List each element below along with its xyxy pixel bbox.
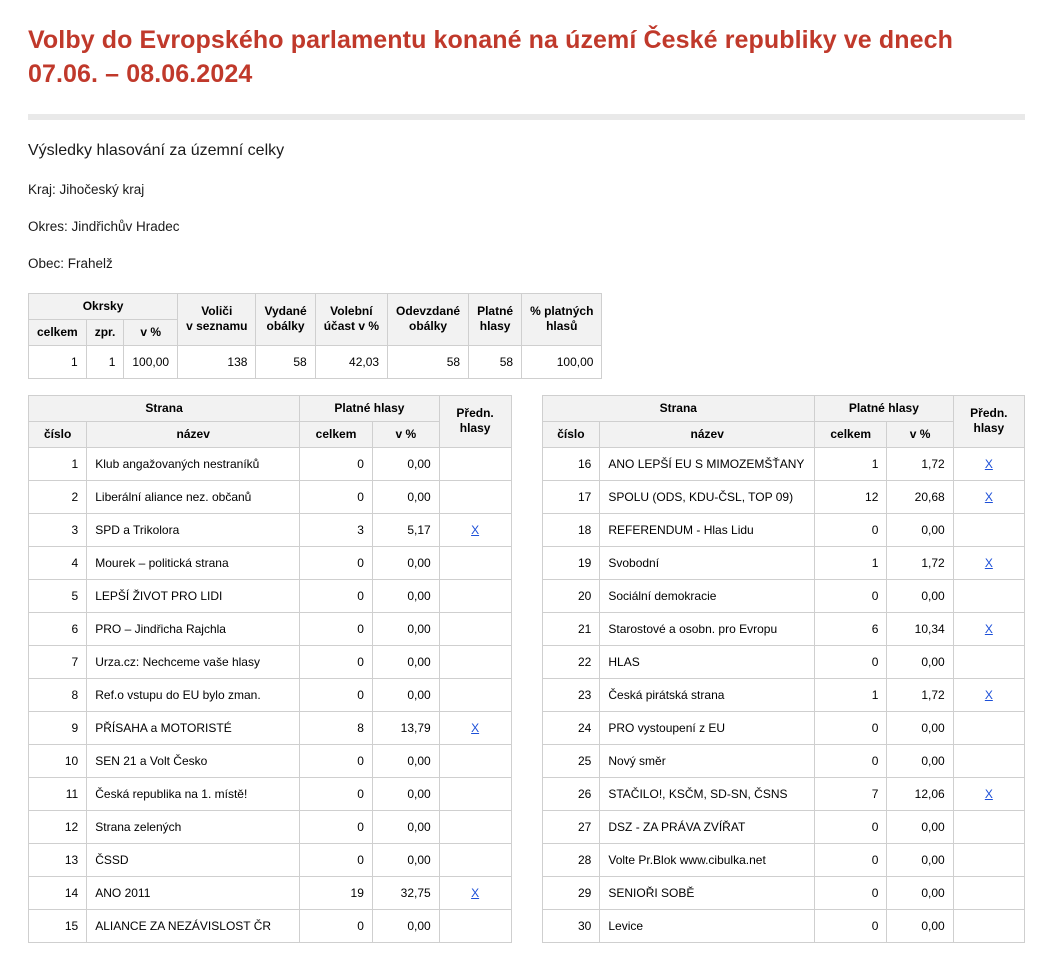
table-row (542, 909, 1025, 942)
summary-header-vproc: v % (124, 319, 178, 345)
title-divider (28, 114, 1025, 120)
preferential-votes-cell (439, 645, 511, 678)
results-left-body (29, 447, 512, 942)
party-number: 19 (542, 546, 600, 579)
party-votes-percent: 13,79 (372, 711, 439, 744)
preferential-votes-cell (439, 612, 511, 645)
party-votes-total: 0 (300, 579, 373, 612)
party-votes-percent: 0,00 (372, 447, 439, 480)
summary-header-ucast-l2: účast v % (323, 319, 380, 333)
summary-header-platne-l1: Platné (477, 304, 514, 318)
party-name: Klub angažovaných nestraníků (87, 447, 300, 480)
party-votes-percent: 0,00 (372, 810, 439, 843)
party-votes-percent: 0,00 (372, 843, 439, 876)
preferential-votes-cell (439, 843, 511, 876)
party-votes-percent: 0,00 (887, 810, 953, 843)
party-name: LEPŠÍ ŽIVOT PRO LIDI (87, 579, 300, 612)
party-number: 12 (29, 810, 87, 843)
table-row (542, 612, 1025, 645)
preferential-votes-cell[interactable] (953, 678, 1024, 711)
party-number: 23 (542, 678, 600, 711)
party-number: 8 (29, 678, 87, 711)
table-row (542, 447, 1025, 480)
preferential-votes-cell (953, 909, 1024, 942)
party-name: Česká republika na 1. místě! (87, 777, 300, 810)
results-right-header-predn-l1: Předn. (970, 406, 1008, 420)
summary-header-platne-l2: hlasy (479, 319, 511, 333)
summary-header-okrsky: Okrsky (29, 293, 178, 319)
party-number: 18 (542, 513, 600, 546)
party-votes-percent: 0,00 (887, 579, 953, 612)
table-row (29, 777, 512, 810)
table-row (542, 843, 1025, 876)
results-right-header-celkem: celkem (815, 421, 887, 447)
party-votes-total: 1 (815, 546, 887, 579)
meta-obec: Obec: Frahelž (28, 255, 113, 271)
party-votes-total: 1 (815, 447, 887, 480)
summary-header-proc-platnych-l2: hlasů (546, 319, 578, 333)
party-number: 24 (542, 711, 600, 744)
party-votes-total: 0 (300, 546, 373, 579)
party-votes-percent: 1,72 (887, 447, 953, 480)
party-name: HLAS (600, 645, 815, 678)
party-votes-total: 0 (815, 513, 887, 546)
results-right-header-row-2 (542, 421, 1025, 447)
party-name: REFERENDUM - Hlas Lidu (600, 513, 815, 546)
party-votes-percent: 10,34 (887, 612, 953, 645)
party-number: 25 (542, 744, 600, 777)
party-votes-total: 0 (300, 447, 373, 480)
table-row (542, 777, 1025, 810)
preferential-votes-cell (953, 810, 1024, 843)
page-title: Volby do Evropského parlamentu konané na území České republiky ve dnech 07.06. – 08.06.2024 (28, 26, 953, 88)
preferential-votes-cell (439, 744, 511, 777)
results-right-header-nazev: název (600, 421, 815, 447)
preferential-votes-cell (439, 579, 511, 612)
party-votes-total: 0 (815, 579, 887, 612)
preferential-votes-cell (439, 678, 511, 711)
preferential-votes-cell (953, 843, 1024, 876)
table-row (542, 579, 1025, 612)
preferential-votes-cell[interactable] (439, 711, 511, 744)
summary-data-row (29, 345, 602, 378)
party-votes-percent: 0,00 (887, 909, 953, 942)
preferential-votes-cell (439, 447, 511, 480)
preferential-votes-link[interactable]: X (984, 621, 993, 636)
summary-header-volici (178, 293, 256, 345)
table-row (542, 810, 1025, 843)
party-number: 14 (29, 876, 87, 909)
party-votes-percent: 0,00 (372, 645, 439, 678)
party-number: 11 (29, 777, 87, 810)
party-name: Česká pirátská strana (600, 678, 815, 711)
party-name: STAČILO!, KSČM, SD-SN, ČSNS (600, 777, 815, 810)
party-number: 20 (542, 579, 600, 612)
summary-header-proc-platnych (522, 293, 602, 345)
summary-cell-okrsky-celkem: 1 (29, 345, 87, 378)
results-left-header-cislo: číslo (29, 421, 87, 447)
preferential-votes-cell (953, 645, 1024, 678)
summary-header-zpr: zpr. (86, 319, 124, 345)
party-name: PRO – Jindřicha Rajchla (87, 612, 300, 645)
party-number: 13 (29, 843, 87, 876)
summary-header-volici-l1: Voliči (201, 304, 233, 318)
table-row (542, 678, 1025, 711)
party-number: 29 (542, 876, 600, 909)
preferential-votes-cell[interactable] (953, 447, 1024, 480)
preferential-votes-cell[interactable] (439, 876, 511, 909)
party-votes-percent: 0,00 (372, 909, 439, 942)
results-tables-area (28, 395, 1025, 943)
summary-cell-vydane-obalky: 58 (256, 345, 315, 378)
party-name: SENIOŘI SOBĚ (600, 876, 815, 909)
preferential-votes-cell (953, 711, 1024, 744)
preferential-votes-link[interactable]: X (984, 786, 993, 801)
party-name: Urza.cz: Nechceme vaše hlasy (87, 645, 300, 678)
party-name: Ref.o vstupu do EU bylo zman. (87, 678, 300, 711)
meta-okres: Okres: Jindřichův Hradec (28, 218, 180, 234)
preferential-votes-cell (953, 579, 1024, 612)
party-votes-total: 0 (300, 612, 373, 645)
summary-header-platne (469, 293, 522, 345)
table-row (29, 480, 512, 513)
preferential-votes-cell (439, 810, 511, 843)
preferential-votes-cell (953, 876, 1024, 909)
party-number: 15 (29, 909, 87, 942)
party-votes-percent: 0,00 (372, 480, 439, 513)
party-number: 7 (29, 645, 87, 678)
results-right-header-row-1 (542, 395, 1025, 421)
preferential-votes-cell (439, 909, 511, 942)
party-votes-total: 0 (815, 711, 887, 744)
summary-cell-odevzdane-obalky: 58 (388, 345, 469, 378)
results-right-header-strana: Strana (542, 395, 815, 421)
summary-header-row-1 (29, 293, 602, 319)
summary-header-vydane (256, 293, 315, 345)
party-votes-percent: 0,00 (372, 612, 439, 645)
table-row (29, 744, 512, 777)
summary-header-odevzdane-l1: Odevzdané (396, 304, 461, 318)
summary-header-ucast-l1: Volební (330, 304, 373, 318)
results-left-header-predn-l2: hlasy (459, 421, 491, 435)
party-votes-percent: 32,75 (372, 876, 439, 909)
preferential-votes-link[interactable]: X (984, 555, 993, 570)
summary-table (28, 293, 602, 379)
party-number: 5 (29, 579, 87, 612)
table-row (542, 480, 1025, 513)
party-name: Strana zelených (87, 810, 300, 843)
party-votes-total: 3 (300, 513, 373, 546)
table-row (29, 546, 512, 579)
party-votes-percent: 0,00 (887, 513, 953, 546)
party-number: 27 (542, 810, 600, 843)
party-votes-percent: 12,06 (887, 777, 953, 810)
party-number: 2 (29, 480, 87, 513)
meta-kraj: Kraj: Jihočeský kraj (28, 181, 145, 197)
table-row (542, 546, 1025, 579)
table-row (542, 876, 1025, 909)
table-row (29, 612, 512, 645)
table-row (29, 810, 512, 843)
party-votes-total: 0 (815, 843, 887, 876)
party-votes-total: 8 (300, 711, 373, 744)
party-votes-total: 0 (300, 645, 373, 678)
summary-cell-volici: 138 (178, 345, 256, 378)
party-number: 28 (542, 843, 600, 876)
party-name: Levice (600, 909, 815, 942)
preferential-votes-link[interactable]: X (471, 522, 480, 537)
summary-cell-okrsky-vproc: 100,00 (124, 345, 178, 378)
section-subtitle: Výsledky hlasování za územní celky (28, 141, 285, 159)
results-right-header-predn-hlasy (953, 395, 1024, 447)
table-row (29, 843, 512, 876)
party-name: Mourek – politická strana (87, 546, 300, 579)
results-left-header-celkem: celkem (300, 421, 373, 447)
summary-header-odevzdane (388, 293, 469, 345)
table-row (542, 513, 1025, 546)
party-name: SEN 21 a Volt Česko (87, 744, 300, 777)
party-number: 17 (542, 480, 600, 513)
results-left-header-platne-hlasy: Platné hlasy (300, 395, 440, 421)
party-number: 26 (542, 777, 600, 810)
results-right-header-cislo: číslo (542, 421, 600, 447)
party-votes-percent: 1,72 (887, 678, 953, 711)
table-row (29, 909, 512, 942)
table-row (29, 447, 512, 480)
results-left-header-strana: Strana (29, 395, 300, 421)
results-right-header-platne-hlasy: Platné hlasy (815, 395, 954, 421)
preferential-votes-link[interactable]: X (471, 720, 480, 735)
party-name: ALIANCE ZA NEZÁVISLOST ČR (87, 909, 300, 942)
preferential-votes-link[interactable]: X (984, 489, 993, 504)
table-row (542, 711, 1025, 744)
results-right-body (542, 447, 1025, 942)
party-votes-total: 7 (815, 777, 887, 810)
preferential-votes-cell (953, 744, 1024, 777)
party-number: 22 (542, 645, 600, 678)
party-name: ČSSD (87, 843, 300, 876)
table-row (542, 744, 1025, 777)
summary-cell-proc-platnych: 100,00 (522, 345, 602, 378)
party-votes-total: 0 (815, 909, 887, 942)
party-votes-percent: 1,72 (887, 546, 953, 579)
party-votes-total: 0 (815, 744, 887, 777)
party-name: Svobodní (600, 546, 815, 579)
party-name: Nový směr (600, 744, 815, 777)
party-votes-total: 0 (300, 480, 373, 513)
party-number: 16 (542, 447, 600, 480)
table-row (29, 711, 512, 744)
party-votes-total: 0 (815, 810, 887, 843)
summary-header-celkem: celkem (29, 319, 87, 345)
party-votes-percent: 0,00 (372, 744, 439, 777)
table-row (29, 513, 512, 546)
results-table-right (542, 395, 1026, 943)
party-number: 1 (29, 447, 87, 480)
preferential-votes-cell (439, 777, 511, 810)
table-row (29, 678, 512, 711)
party-name: Starostové a osobn. pro Evropu (600, 612, 815, 645)
summary-header-proc-platnych-l1: % platných (530, 304, 594, 318)
party-votes-total: 0 (300, 777, 373, 810)
preferential-votes-link[interactable]: X (984, 687, 993, 702)
summary-cell-platne-hlasy: 58 (469, 345, 522, 378)
party-number: 6 (29, 612, 87, 645)
party-votes-total: 0 (300, 909, 373, 942)
party-votes-percent: 0,00 (372, 777, 439, 810)
party-name: Volte Pr.Blok www.cibulka.net (600, 843, 815, 876)
summary-table-wrapper (28, 293, 1025, 379)
summary-header-odevzdane-l2: obálky (409, 319, 448, 333)
table-row (29, 645, 512, 678)
party-votes-percent: 0,00 (372, 579, 439, 612)
results-left-header-predn-l1: Předn. (456, 406, 494, 420)
summary-cell-okrsky-zpr: 1 (86, 345, 124, 378)
party-name: ANO LEPŠÍ EU S MIMOZEMŠŤANY (600, 447, 815, 480)
preferential-votes-cell (439, 480, 511, 513)
party-votes-total: 12 (815, 480, 887, 513)
party-votes-percent: 0,00 (372, 546, 439, 579)
party-name: PRO vystoupení z EU (600, 711, 815, 744)
results-left-header-nazev: název (87, 421, 300, 447)
party-votes-percent: 0,00 (887, 843, 953, 876)
party-votes-total: 1 (815, 678, 887, 711)
party-votes-percent: 0,00 (372, 678, 439, 711)
summary-header-ucast (315, 293, 387, 345)
party-votes-percent: 20,68 (887, 480, 953, 513)
party-name: DSZ - ZA PRÁVA ZVÍŘAT (600, 810, 815, 843)
results-left-header-predn-hlasy (439, 395, 511, 447)
results-right-header-predn-l2: hlasy (973, 421, 1005, 435)
table-row (29, 876, 512, 909)
preferential-votes-cell[interactable] (439, 513, 511, 546)
preferential-votes-cell[interactable] (953, 777, 1024, 810)
party-votes-total: 19 (300, 876, 373, 909)
results-left-header-row-1 (29, 395, 512, 421)
summary-header-vydane-l2: obálky (266, 319, 305, 333)
results-right-header-vproc: v % (887, 421, 953, 447)
party-votes-percent: 0,00 (887, 645, 953, 678)
preferential-votes-cell[interactable] (953, 546, 1024, 579)
party-number: 4 (29, 546, 87, 579)
party-votes-total: 0 (815, 645, 887, 678)
results-table-left (28, 395, 512, 943)
party-name: PŘÍSAHA a MOTORISTÉ (87, 711, 300, 744)
preferential-votes-cell (953, 513, 1024, 546)
party-name: ANO 2011 (87, 876, 300, 909)
preferential-votes-link[interactable]: X (471, 885, 480, 900)
party-votes-percent: 0,00 (887, 744, 953, 777)
party-name: SPOLU (ODS, KDU-ČSL, TOP 09) (600, 480, 815, 513)
party-name: Liberální aliance nez. občanů (87, 480, 300, 513)
summary-header-volici-l2: v seznamu (186, 319, 248, 333)
preferential-votes-cell[interactable] (953, 480, 1024, 513)
table-row (29, 579, 512, 612)
results-left-header-row-2 (29, 421, 512, 447)
preferential-votes-cell (439, 546, 511, 579)
preferential-votes-link[interactable]: X (984, 456, 993, 471)
preferential-votes-cell[interactable] (953, 612, 1024, 645)
party-votes-total: 0 (815, 876, 887, 909)
party-number: 21 (542, 612, 600, 645)
party-votes-total: 0 (300, 843, 373, 876)
party-votes-percent: 0,00 (887, 876, 953, 909)
party-votes-total: 0 (300, 744, 373, 777)
party-number: 3 (29, 513, 87, 546)
party-votes-percent: 0,00 (887, 711, 953, 744)
party-number: 10 (29, 744, 87, 777)
party-votes-total: 6 (815, 612, 887, 645)
party-number: 30 (542, 909, 600, 942)
party-name: SPD a Trikolora (87, 513, 300, 546)
party-name: Sociální demokracie (600, 579, 815, 612)
summary-header-vydane-l1: Vydané (264, 304, 307, 318)
summary-cell-ucast: 42,03 (315, 345, 387, 378)
party-votes-percent: 5,17 (372, 513, 439, 546)
party-number: 9 (29, 711, 87, 744)
party-votes-total: 0 (300, 810, 373, 843)
results-left-header-vproc: v % (372, 421, 439, 447)
table-row (542, 645, 1025, 678)
party-votes-total: 0 (300, 678, 373, 711)
